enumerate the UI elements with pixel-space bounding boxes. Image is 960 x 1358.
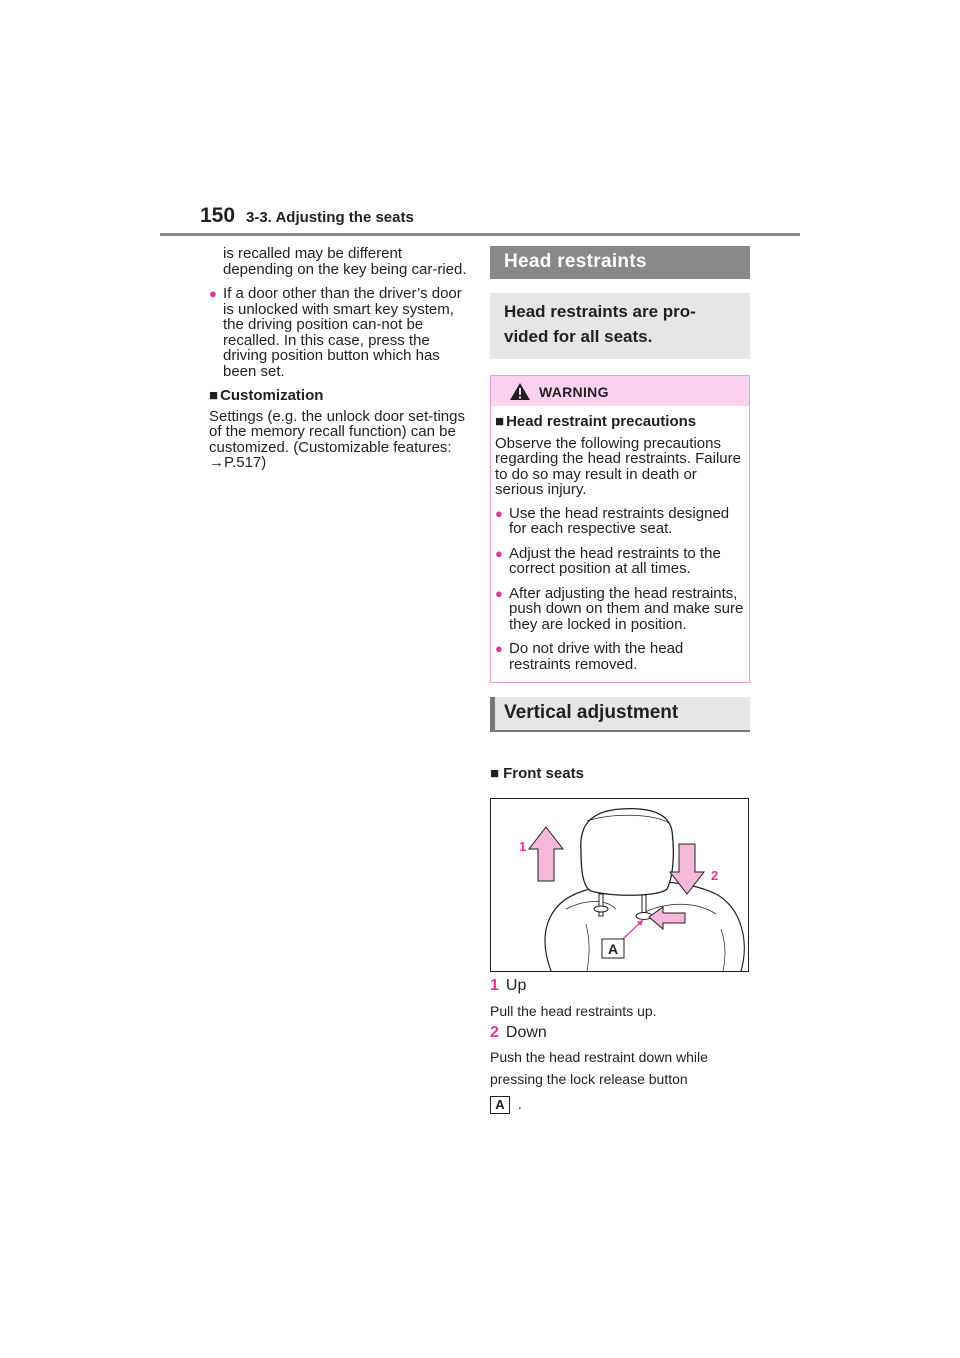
bullet-text: If a door other than the driver’s door is unlocked with smart key system, the driving position can-not be recalled. In this case, press the driving position button which has been set. bbox=[223, 285, 462, 380]
page-number: 150 bbox=[200, 204, 236, 227]
step-down bbox=[490, 1024, 547, 1042]
figure-label-1: 1 bbox=[519, 839, 527, 854]
bullet-dot-icon: ● bbox=[495, 585, 503, 601]
left-column bbox=[209, 246, 469, 471]
warning-intro: Observe the following precautions regarding the head restraints. Failure to do so may result in death or serious injury. bbox=[495, 434, 741, 498]
step-number: 1 bbox=[490, 977, 499, 994]
step-up bbox=[490, 977, 526, 995]
bullet-dot-icon: ● bbox=[495, 641, 503, 656]
warning-box bbox=[490, 375, 750, 683]
header-rule bbox=[160, 233, 800, 236]
figure-label-a: A bbox=[608, 941, 619, 957]
warning-bullet: ● After adjusting the head restraints, push down on them and make sure they are locked in position. bbox=[495, 584, 744, 633]
lead-text: Head restraints are pro-vided for all seats. bbox=[490, 293, 750, 359]
customization-text: Settings (e.g. the unlock door set-tings of the memory recall function) can be customized. (Customizable features: →P.517) bbox=[209, 407, 465, 471]
head-restraint-illustration bbox=[491, 799, 748, 971]
right-column bbox=[490, 246, 750, 732]
step-up-description: Pull the head restraints up. bbox=[490, 1003, 657, 1019]
square-bullet-icon: ■ bbox=[495, 413, 505, 430]
customization-heading: ■ Customization bbox=[209, 387, 324, 404]
square-bullet-icon: ■ bbox=[490, 765, 500, 782]
warning-label: WARNING bbox=[539, 384, 609, 400]
figure-label-2: 2 bbox=[711, 868, 719, 883]
warning-triangle-icon bbox=[509, 382, 531, 401]
warning-bullet: ● Adjust the head restraints to the correct position at all times. bbox=[495, 544, 721, 577]
bullet-dot-icon: ● bbox=[209, 286, 217, 301]
warning-bullet: ● Do not drive with the head restraints removed. bbox=[495, 640, 684, 673]
bullet-dot-icon: ● bbox=[495, 545, 503, 561]
vertical-adjustment-title: Vertical adjustment bbox=[490, 697, 750, 732]
front-seats-heading: ■ Front seats bbox=[490, 765, 584, 782]
step-label: Down bbox=[505, 1024, 547, 1041]
warning-bullet: ● Use the head restraints designed for each respective seat. bbox=[495, 504, 730, 537]
head-restraint-figure bbox=[490, 798, 749, 972]
continuation-text: is recalled may be different depending on the key being car-ried. bbox=[223, 245, 467, 278]
lock-release-button-label: A bbox=[490, 1096, 510, 1114]
page-header bbox=[200, 204, 800, 236]
bullet-dot-icon: ● bbox=[495, 505, 503, 521]
lock-release-ref: A . bbox=[490, 1093, 750, 1115]
warning-header bbox=[491, 376, 749, 406]
square-bullet-icon: ■ bbox=[209, 387, 219, 404]
step-number: 2 bbox=[490, 1024, 499, 1041]
bullet-item bbox=[209, 286, 469, 379]
section-title: 3-3. Adjusting the seats bbox=[246, 209, 414, 226]
step-label: Up bbox=[505, 977, 527, 994]
warning-heading: ■ Head restraint precautions bbox=[495, 413, 697, 430]
warning-body bbox=[491, 406, 749, 682]
step-down-description: Push the head restraint down while pressing the lock release button bbox=[490, 1049, 708, 1087]
head-restraints-title: Head restraints bbox=[490, 246, 750, 279]
